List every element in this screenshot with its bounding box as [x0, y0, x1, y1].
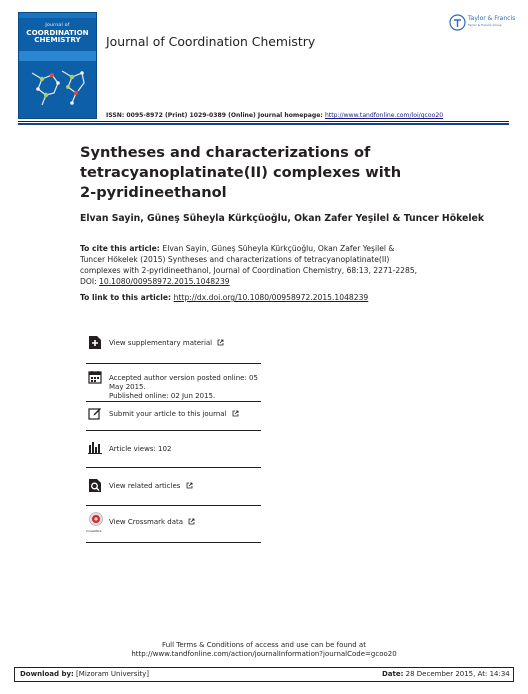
- view-related-articles-link[interactable]: [109, 482, 193, 491]
- cover-title-line2: CHEMISTRY: [34, 35, 81, 44]
- date-label: Date:: [382, 670, 404, 678]
- submit-article-link[interactable]: [109, 410, 239, 419]
- cover-title-line1: COORDINATION: [26, 28, 89, 37]
- panel-divider: [86, 505, 261, 506]
- header-rule-thick: [18, 123, 509, 125]
- header-rule-thin: [18, 121, 509, 122]
- crossmark-label: View Crossmark data: [109, 518, 184, 526]
- published-online: Published online: 02 Jun 2015.: [109, 392, 216, 400]
- panel-divider: [86, 401, 261, 402]
- related-label: View related articles: [109, 482, 181, 490]
- cite-doi-link[interactable]: 10.1080/00958972.2015.1048239: [99, 277, 230, 286]
- article-link-line: [80, 293, 368, 302]
- terms-line1: Full Terms & Conditions of access and use can be found at: [162, 641, 366, 649]
- cover-band: [19, 51, 96, 61]
- publication-history: [109, 374, 258, 401]
- journal-cover-image: [18, 12, 97, 119]
- submit-label: Submit your article to this journal: [109, 410, 227, 418]
- cover-header-band: [19, 13, 96, 18]
- download-date: [382, 670, 510, 678]
- bar-chart-icon: [88, 441, 103, 454]
- panel-divider: [86, 363, 261, 364]
- view-supplementary-link[interactable]: [109, 339, 224, 348]
- view-crossmark-link[interactable]: [109, 518, 195, 527]
- related-articles-search-icon: [88, 478, 102, 493]
- terms-and-conditions: [0, 641, 528, 659]
- download-by: [20, 670, 149, 678]
- external-link-icon: [217, 339, 224, 346]
- cover-molecule-illustration: [28, 65, 88, 109]
- supplementary-label: View supplementary material: [109, 339, 213, 347]
- article-doi-link[interactable]: http://dx.doi.org/10.1080/00958972.2015.1048239: [173, 293, 369, 302]
- accepted-line1: Accepted author version posted online: 05: [109, 374, 258, 382]
- date-value: 28 December 2015, At: 14:34: [403, 670, 510, 678]
- terms-url[interactable]: http://www.tandfonline.com/action/journalInformation?journalCode=gcoo20: [131, 650, 397, 658]
- calendar-icon: [88, 370, 102, 384]
- publisher-logo-subtext: Taylor & Francis Group: [468, 23, 502, 27]
- external-link-icon: [188, 518, 195, 525]
- cite-label: To cite this article:: [80, 244, 163, 253]
- article-views: Article views: 102: [109, 445, 172, 453]
- article-title: Syntheses and characterizations of tetracyanoplatinate(II) complexes with 2-pyridineethanol: [80, 144, 402, 201]
- issn-text: ISSN: 0095-8972 (Print) 1029-0389 (Online) Journal homepage:: [106, 112, 325, 119]
- journal-homepage-link[interactable]: http://www.tandfonline.com/loi/gcoo20: [324, 112, 444, 119]
- external-link-icon: [186, 482, 193, 489]
- panel-divider: [86, 467, 261, 468]
- link-label: To link to this article:: [80, 293, 174, 302]
- cite-text: Elvan Sayin, Güneş Süheyla Kürkçüoğlu, Okan Zafer Yeşilel & Tuncer Hökelek (2015) Syntheses and characterizations of tetracyanoplatinate(II) complexes with 2-pyridineethanol, Journal of Coordination Chemistry, 68:13, 2271-2285, DOI:: [80, 244, 418, 286]
- download-by-label: Download by:: [20, 670, 74, 678]
- crossmark-badge-text: CrossMark: [86, 529, 102, 533]
- taylor-francis-logo-icon: [449, 14, 466, 31]
- accepted-line2: May 2015.: [109, 383, 146, 391]
- publisher-logo-text: Taylor & Francis: [468, 15, 516, 22]
- external-link-icon: [232, 410, 239, 417]
- cover-journal-title: [19, 29, 96, 43]
- article-authors: Elvan Sayin, Güneş Süheyla Kürkçüoğlu, Okan Zafer Yeşilel & Tuncer Hökelek: [80, 213, 484, 224]
- issn-line: [106, 112, 443, 119]
- panel-divider: [86, 542, 261, 543]
- panel-divider: [86, 430, 261, 431]
- citation-block: [80, 243, 420, 287]
- download-by-value: [Mizoram University]: [73, 670, 149, 678]
- supplementary-material-icon: [88, 335, 102, 350]
- edit-pencil-icon: [88, 406, 102, 420]
- crossmark-icon: [88, 512, 104, 530]
- journal-name: Journal of Coordination Chemistry: [106, 34, 316, 49]
- cover-top-text: Journal of: [45, 23, 70, 28]
